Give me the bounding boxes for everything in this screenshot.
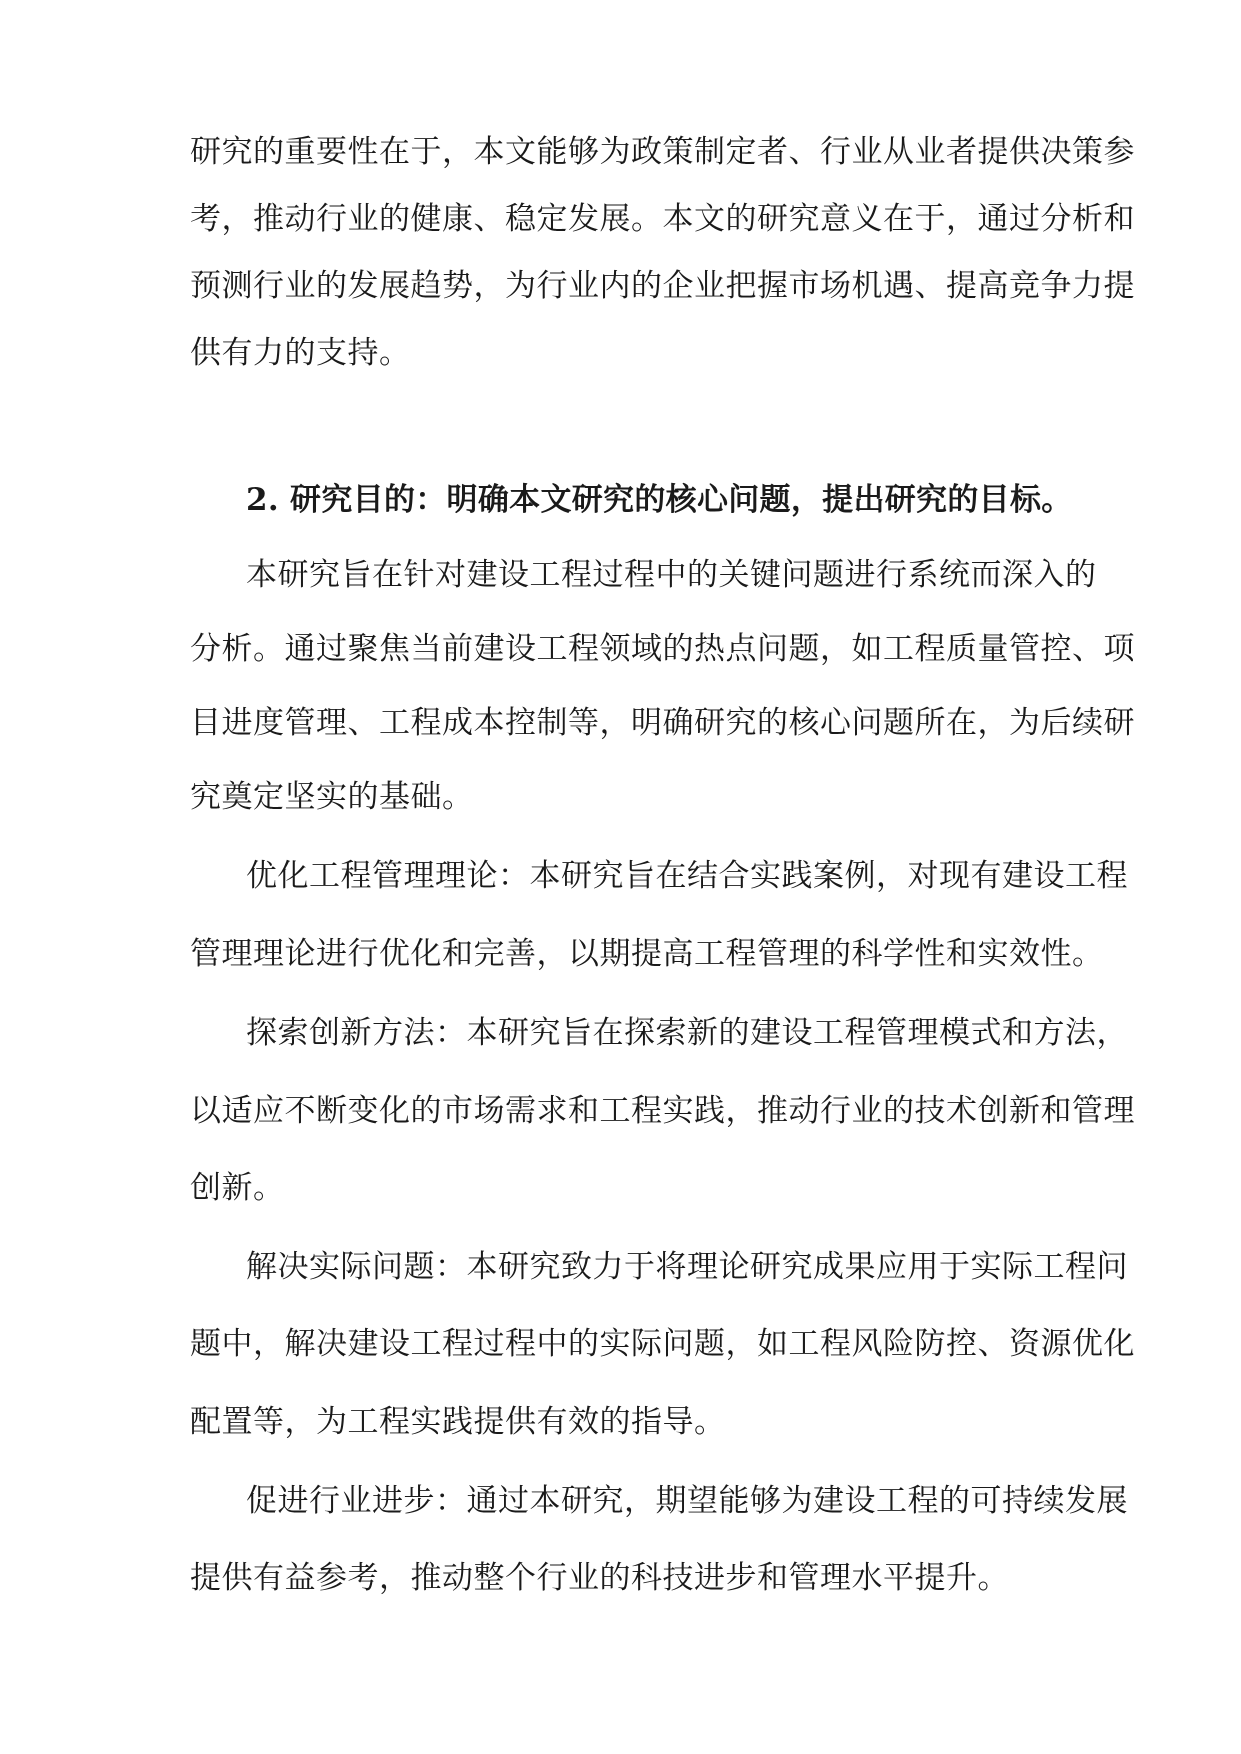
text-line: 究奠定坚实的基础。	[190, 779, 474, 815]
text-line: 分析。通过聚焦当前建设工程领域的热点问题，如工程质量管控、项	[190, 631, 1135, 667]
text-line: 管理理论进行优化和完善，以期提高工程管理的科学性和实效性。	[190, 936, 1104, 972]
text-line: 以适应不断变化的市场需求和工程实践，推动行业的技术创新和管理	[190, 1093, 1135, 1129]
text-line: 提供有益参考，推动整个行业的科技进步和管理水平提升。	[190, 1560, 1009, 1596]
text-line: 创新。	[190, 1170, 285, 1206]
text-line: 目进度管理、工程成本控制等，明确研究的核心问题所在，为后续研	[190, 705, 1135, 741]
text-line: 本研究旨在针对建设工程过程中的关键问题进行系统而深入的	[246, 557, 1097, 593]
text-line: 探索创新方法：本研究旨在探索新的建设工程管理模式和方法，	[246, 1015, 1128, 1051]
text-line: 解决实际问题：本研究致力于将理论研究成果应用于实际工程问	[246, 1249, 1128, 1285]
text-line: 题中，解决建设工程过程中的实际问题，如工程风险防控、资源优化	[190, 1326, 1135, 1362]
text-line: 配置等，为工程实践提供有效的指导。	[190, 1404, 726, 1440]
text-line: 预测行业的发展趋势，为行业内的企业把握市场机遇、提高竞争力提	[190, 268, 1135, 304]
text-line: 促进行业进步：通过本研究，期望能够为建设工程的可持续发展	[246, 1483, 1128, 1519]
text-line: 考，推动行业的健康、稳定发展。本文的研究意义在于，通过分析和	[190, 201, 1135, 237]
text-line: 研究的重要性在于，本文能够为政策制定者、行业从业者提供决策参	[190, 134, 1135, 170]
section-heading: 2. 研究目的：明确本文研究的核心问题，提出研究的目标。	[246, 482, 1073, 518]
text-line: 优化工程管理理论：本研究旨在结合实践案例，对现有建设工程	[246, 858, 1128, 894]
text-line: 供有力的支持。	[190, 335, 411, 371]
